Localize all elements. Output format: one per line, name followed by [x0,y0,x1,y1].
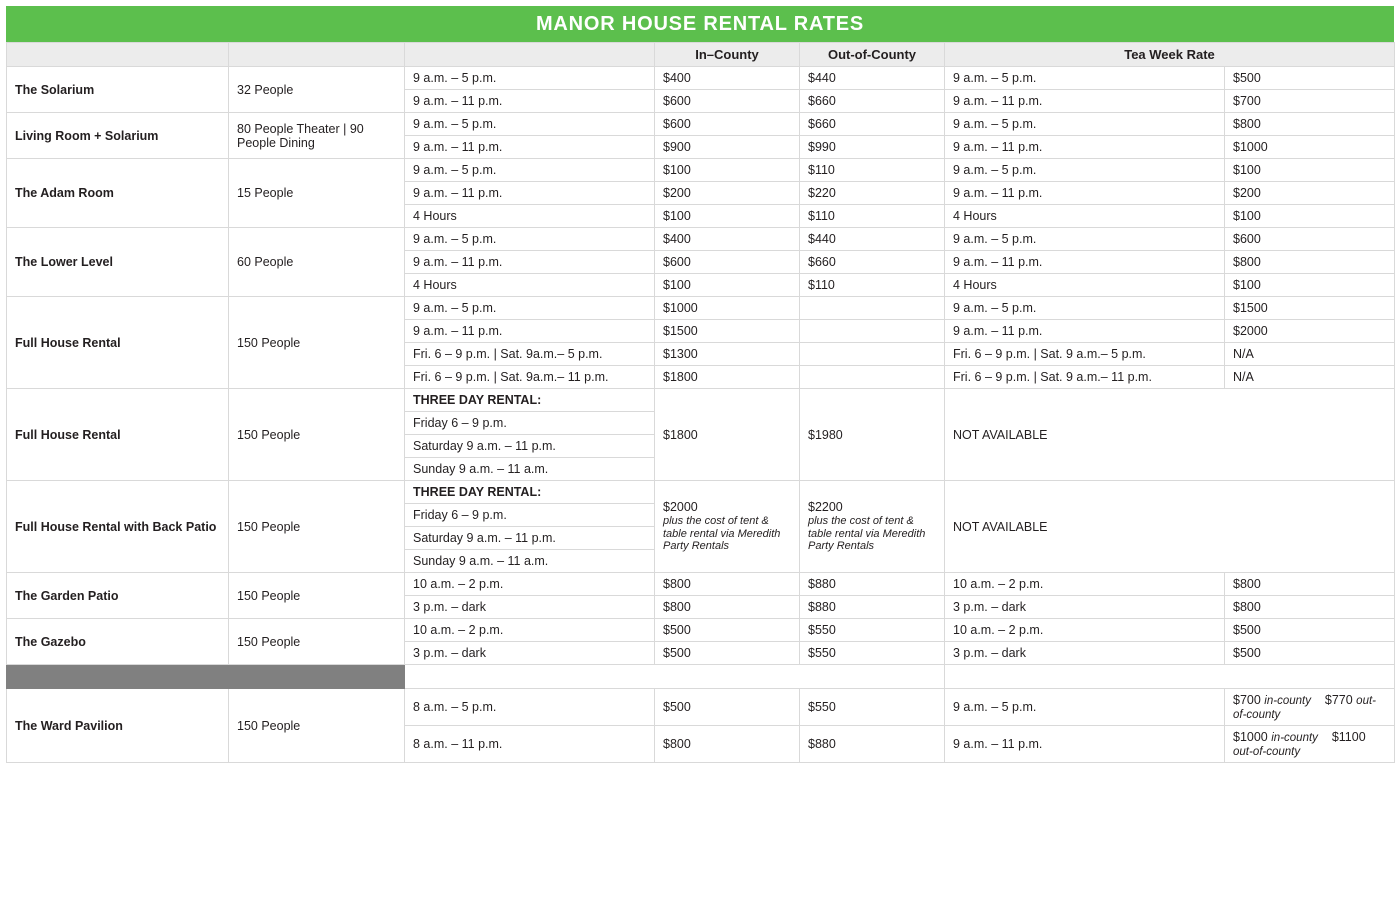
tea-week-time: 9 a.m. – 11 p.m. [945,320,1225,343]
table-row [7,67,1395,90]
room-capacity: 150 People [229,481,405,573]
out-of-county-price [800,366,945,389]
weekend-rates-label: Weekend Rates (Friday, Saturday & Sunday) [945,665,1395,689]
tea-week-price: $100 [1225,274,1395,297]
header-blank-capacity [229,43,405,67]
room-name: The Garden Patio [7,573,229,619]
weekend-in-county-label: in-county [1271,732,1318,744]
room-capacity: 150 People [229,389,405,481]
out-of-county-price: $1980 [800,389,945,481]
out-of-county-price: $440 [800,67,945,90]
out-of-county-price: $880 [800,596,945,619]
in-county-price: $400 [655,228,800,251]
header-blank-time [405,43,655,67]
room-capacity: 150 People [229,297,405,389]
time-slot: 9 a.m. – 5 p.m. [405,228,655,251]
tea-week-price: $700 [1225,90,1395,113]
table-header-row [7,43,1395,67]
table-row [7,689,1395,726]
room-name: The Lower Level [7,228,229,297]
tea-week-price: $1000 [1225,136,1395,159]
room-name: The Solarium [7,67,229,113]
out-of-county-price: $660 [800,90,945,113]
tea-week-not-available: NOT AVAILABLE [945,481,1395,573]
in-county-price: $500 [655,619,800,642]
table-row [7,573,1395,596]
in-county-price: $1800 [655,366,800,389]
tea-week-price: $800 [1225,251,1395,274]
out-of-county-price: $110 [800,274,945,297]
time-slot: Saturday 9 a.m. – 11 p.m. [405,435,655,458]
tea-week-price: $100 [1225,205,1395,228]
tea-week-price: N/A [1225,366,1395,389]
room-name: Full House Rental with Back Patio [7,481,229,573]
out-of-county-amount: $2200 [808,499,843,514]
three-day-rental-label: THREE DAY RENTAL: [405,481,655,504]
tea-week-price: $600 [1225,228,1395,251]
in-county-price [655,481,800,573]
table-row [7,619,1395,642]
header-blank-room [7,43,229,67]
in-county-price: $100 [655,274,800,297]
time-slot: 9 a.m. – 5 p.m. [405,67,655,90]
tea-week-time: Fri. 6 – 9 p.m. | Sat. 9 a.m.– 5 p.m. [945,343,1225,366]
tea-week-not-available: NOT AVAILABLE [945,389,1395,481]
room-name: The Adam Room [7,159,229,228]
tea-week-time: 3 p.m. – dark [945,596,1225,619]
tea-week-time: 9 a.m. – 5 p.m. [945,67,1225,90]
time-slot: 9 a.m. – 5 p.m. [405,297,655,320]
tea-week-time: 10 a.m. – 2 p.m. [945,619,1225,642]
time-slot: Friday 6 – 9 p.m. [405,504,655,527]
table-row [7,228,1395,251]
header-out-of-county: Out-of-County [800,43,945,67]
room-capacity: 150 People [229,619,405,665]
time-slot: 9 a.m. – 5 p.m. [405,159,655,182]
out-of-county-price-note: plus the cost of tent & table rental via Meredith Party Rentals [808,514,926,553]
out-of-county-price: $550 [800,619,945,642]
weekend-out-of-county-label: out-of-county [1233,746,1301,758]
in-county-price: $1300 [655,343,800,366]
time-slot: 10 a.m. – 2 p.m. [405,619,655,642]
out-of-county-price: $110 [800,205,945,228]
out-of-county-price: $880 [800,573,945,596]
tea-week-price: $100 [1225,159,1395,182]
tea-week-price: $200 [1225,182,1395,205]
tea-week-time: 10 a.m. – 2 p.m. [945,573,1225,596]
header-in-county: In–County [655,43,800,67]
out-of-county-price [800,481,945,573]
time-slot: Fri. 6 – 9 p.m. | Sat. 9a.m.– 11 p.m. [405,366,655,389]
tea-week-price: $1500 [1225,297,1395,320]
in-county-price: $600 [655,90,800,113]
in-county-price: $1500 [655,320,800,343]
in-county-price: $800 [655,726,800,763]
time-slot: 9 a.m. – 11 p.m. [405,320,655,343]
room-name: Full House Rental [7,389,229,481]
weekend-prices [1225,726,1395,763]
out-of-county-price: $220 [800,182,945,205]
time-slot: Sunday 9 a.m. – 11 a.m. [405,550,655,573]
room-capacity: 80 People Theater | 90 People Dining [229,113,405,159]
in-county-price: $600 [655,251,800,274]
in-county-amount: $2000 [663,499,698,514]
table-row [7,159,1395,182]
out-of-county-price [800,320,945,343]
time-slot: 3 p.m. – dark [405,596,655,619]
room-name: Full House Rental [7,297,229,389]
tea-week-time: 3 p.m. – dark [945,642,1225,665]
tea-week-time: 9 a.m. – 11 p.m. [945,182,1225,205]
out-of-county-price: $110 [800,159,945,182]
tea-week-time: 9 a.m. – 5 p.m. [945,228,1225,251]
tea-week-price: N/A [1225,343,1395,366]
tea-week-time: 4 Hours [945,205,1225,228]
weekend-time-slot: 9 a.m. – 11 p.m. [945,726,1225,763]
time-slot: 9 a.m. – 11 p.m. [405,182,655,205]
in-county-price-note: plus the cost of tent & table rental via Meredith Party Rentals [663,514,781,553]
page-title: MANOR HOUSE RENTAL RATES [6,6,1394,42]
tea-week-price: $500 [1225,67,1395,90]
in-county-price: $100 [655,159,800,182]
time-slot: 4 Hours [405,205,655,228]
in-county-price: $500 [655,642,800,665]
tea-week-time: 4 Hours [945,274,1225,297]
time-slot: 10 a.m. – 2 p.m. [405,573,655,596]
time-slot: Friday 6 – 9 p.m. [405,412,655,435]
rental-rates-sheet [0,6,1400,899]
rental-rates-table [6,42,1395,763]
time-slot: 8 a.m. – 5 p.m. [405,689,655,726]
time-slot: 3 p.m. – dark [405,642,655,665]
in-county-price: $100 [655,205,800,228]
room-name: The Gazebo [7,619,229,665]
time-slot: 9 a.m. – 11 p.m. [405,136,655,159]
tea-week-price: $800 [1225,113,1395,136]
in-county-price: $800 [655,573,800,596]
in-county-price: $1000 [655,297,800,320]
tea-week-time: 9 a.m. – 11 p.m. [945,90,1225,113]
tea-week-price: $800 [1225,573,1395,596]
tea-week-time: 9 a.m. – 5 p.m. [945,159,1225,182]
band-blank [7,665,405,689]
tea-week-price: $800 [1225,596,1395,619]
in-county-price: $1800 [655,389,800,481]
room-capacity: 32 People [229,67,405,113]
time-slot: Fri. 6 – 9 p.m. | Sat. 9a.m.– 5 p.m. [405,343,655,366]
weekend-in-county-price: $1000 [1233,730,1268,744]
out-of-county-price [800,343,945,366]
time-slot: 8 a.m. – 11 p.m. [405,726,655,763]
out-of-county-price [800,297,945,320]
room-capacity: 150 People [229,573,405,619]
out-of-county-price: $660 [800,113,945,136]
in-county-price: $200 [655,182,800,205]
tea-week-time: Fri. 6 – 9 p.m. | Sat. 9 a.m.– 11 p.m. [945,366,1225,389]
out-of-county-price: $990 [800,136,945,159]
tea-week-time: 9 a.m. – 11 p.m. [945,251,1225,274]
tea-week-price: $500 [1225,642,1395,665]
weekend-out-of-county-label: out-of-county [1233,695,1376,721]
weekend-in-county-price: $700 [1233,693,1261,707]
weekend-time-slot: 9 a.m. – 5 p.m. [945,689,1225,726]
table-row [7,113,1395,136]
tea-week-price: $500 [1225,619,1395,642]
regular-rates-label: Regular Rates (Monday – Thursday) [405,665,945,689]
pavilion-rate-band [7,665,1395,689]
tea-week-time: 9 a.m. – 5 p.m. [945,297,1225,320]
in-county-price: $500 [655,689,800,726]
in-county-price: $400 [655,67,800,90]
weekend-out-of-county-price: $1100 [1331,730,1366,744]
out-of-county-price: $440 [800,228,945,251]
weekend-in-county-label: in-county [1264,695,1311,707]
room-capacity: 15 People [229,159,405,228]
out-of-county-price: $550 [800,689,945,726]
time-slot: 4 Hours [405,274,655,297]
tea-week-price: $2000 [1225,320,1395,343]
time-slot: Sunday 9 a.m. – 11 a.m. [405,458,655,481]
time-slot: 9 a.m. – 11 p.m. [405,90,655,113]
table-row [7,481,1395,504]
room-name: The Ward Pavilion [7,689,229,763]
out-of-county-price: $550 [800,642,945,665]
tea-week-time: 9 a.m. – 5 p.m. [945,113,1225,136]
tea-week-time: 9 a.m. – 11 p.m. [945,136,1225,159]
out-of-county-price: $660 [800,251,945,274]
table-row [7,389,1395,412]
in-county-price: $600 [655,113,800,136]
table-row [7,297,1395,320]
room-capacity: 60 People [229,228,405,297]
in-county-price: $800 [655,596,800,619]
room-capacity: 150 People [229,689,405,763]
time-slot: 9 a.m. – 11 p.m. [405,251,655,274]
out-of-county-price: $880 [800,726,945,763]
time-slot: Saturday 9 a.m. – 11 p.m. [405,527,655,550]
header-tea-week-rate: Tea Week Rate [945,43,1395,67]
weekend-out-of-county-price: $770 [1324,693,1353,707]
three-day-rental-label: THREE DAY RENTAL: [405,389,655,412]
in-county-price: $900 [655,136,800,159]
weekend-prices [1225,689,1395,726]
time-slot: 9 a.m. – 5 p.m. [405,113,655,136]
room-name: Living Room + Solarium [7,113,229,159]
